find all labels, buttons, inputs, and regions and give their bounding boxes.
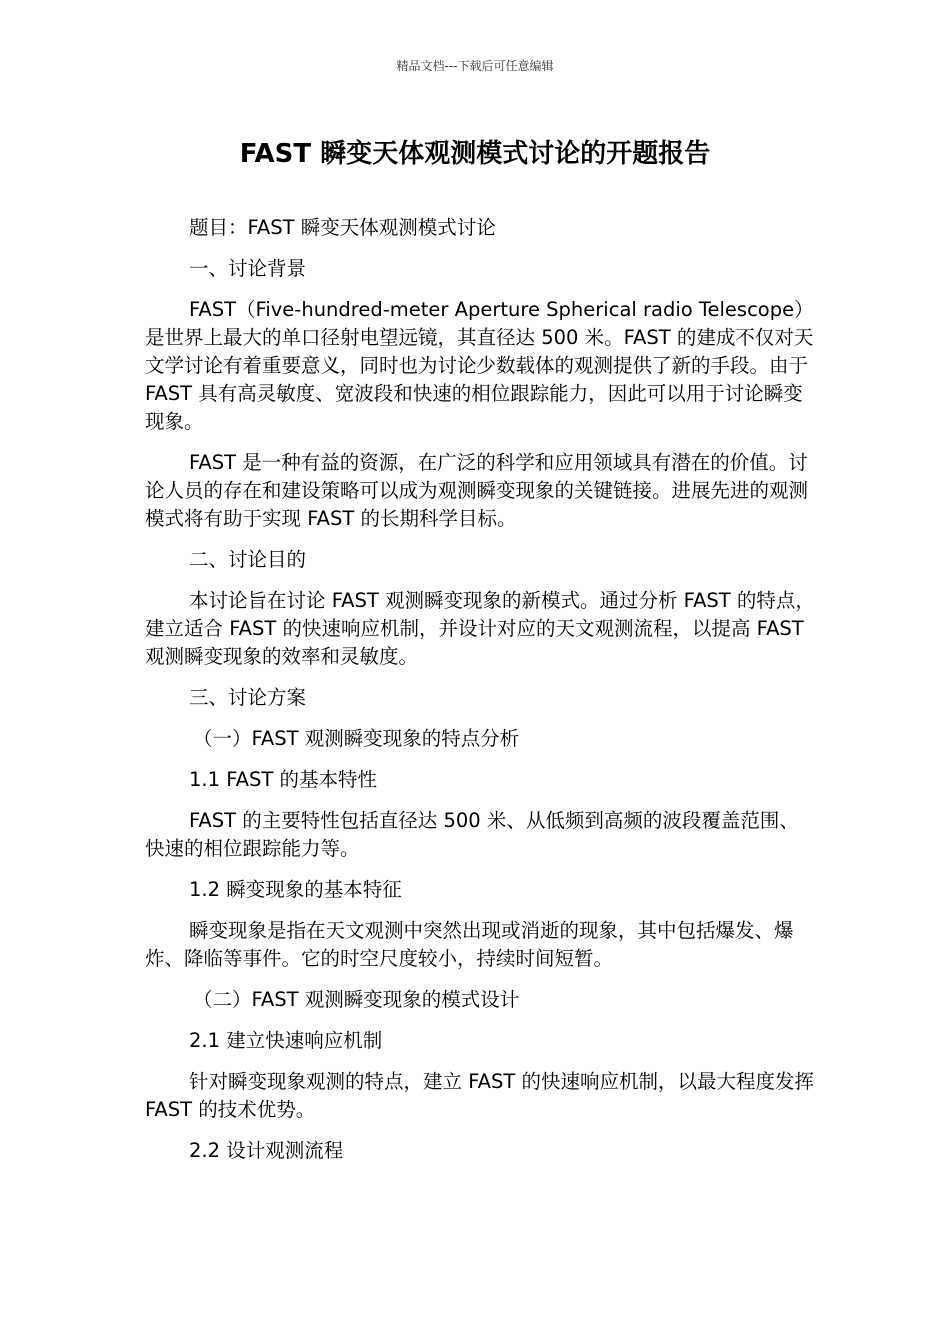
section-heading-background: 一、讨论背景: [189, 257, 307, 280]
subject-line: 题目：FAST 瞬变天体观测模式讨论: [189, 216, 496, 239]
section-heading-purpose: 二、讨论目的: [189, 548, 307, 571]
subsection-heading: （一）FAST 观测瞬变现象的特点分析: [193, 727, 520, 750]
body-paragraph: 瞬变现象是指在天文观测中突然出现或消逝的现象，其中包括爆发、爆炸、降临等事件。它的时空尺度较小，持续时间短暂。: [145, 919, 794, 970]
subsection-heading: （二）FAST 观测瞬变现象的模式设计: [193, 988, 520, 1011]
body-paragraph: FAST（Five-hundred-meter Aperture Spherical radio Telescope）是世界上最大的单口径射电望远镜，其直径达 500 米。FAST 的建成不仅对天文学讨论有着重要意义，同时也为讨论少数载体的观测提供了新的手段。由于 FAST 具有高灵敏度、宽波段和快速的相位跟踪能力，因此可以用于讨论瞬变现象。: [145, 298, 814, 433]
document-body: [145, 214, 817, 1178]
document-title: FAST 瞬变天体观测模式讨论的开题报告: [239, 139, 711, 169]
item-heading: 2.2 设计观测流程: [189, 1139, 344, 1162]
item-heading: 1.1 FAST 的基本特性: [189, 768, 377, 791]
body-paragraph: FAST 的主要特性包括直径达 500 米、从低频到高频的波段覆盖范围、快速的相位跟踪能力等。: [145, 809, 799, 860]
page-header-note: 精品文档---下载后可任意编辑: [396, 59, 554, 73]
item-heading: 1.2 瞬变现象的基本特征: [189, 878, 402, 901]
body-paragraph: FAST 是一种有益的资源，在广泛的科学和应用领域具有潜在的价值。讨论人员的存在和建设策略可以成为观测瞬变现象的关键链接。进展先进的观测模式将有助于实现 FAST 的长期科学目标。: [145, 451, 809, 530]
item-heading: 2.1 建立快速响应机制: [189, 1029, 383, 1052]
section-heading-plan: 三、讨论方案: [189, 686, 307, 709]
body-paragraph: 针对瞬变现象观测的特点，建立 FAST 的快速响应机制，以最大程度发挥 FAST 的技术优势。: [145, 1070, 814, 1121]
body-paragraph: 本讨论旨在讨论 FAST 观测瞬变现象的新模式。通过分析 FAST 的特点，建立适合 FAST 的快速响应机制，并设计对应的天文观测流程，以提高 FAST 观测瞬变现象的效率和灵敏度。: [145, 589, 815, 668]
